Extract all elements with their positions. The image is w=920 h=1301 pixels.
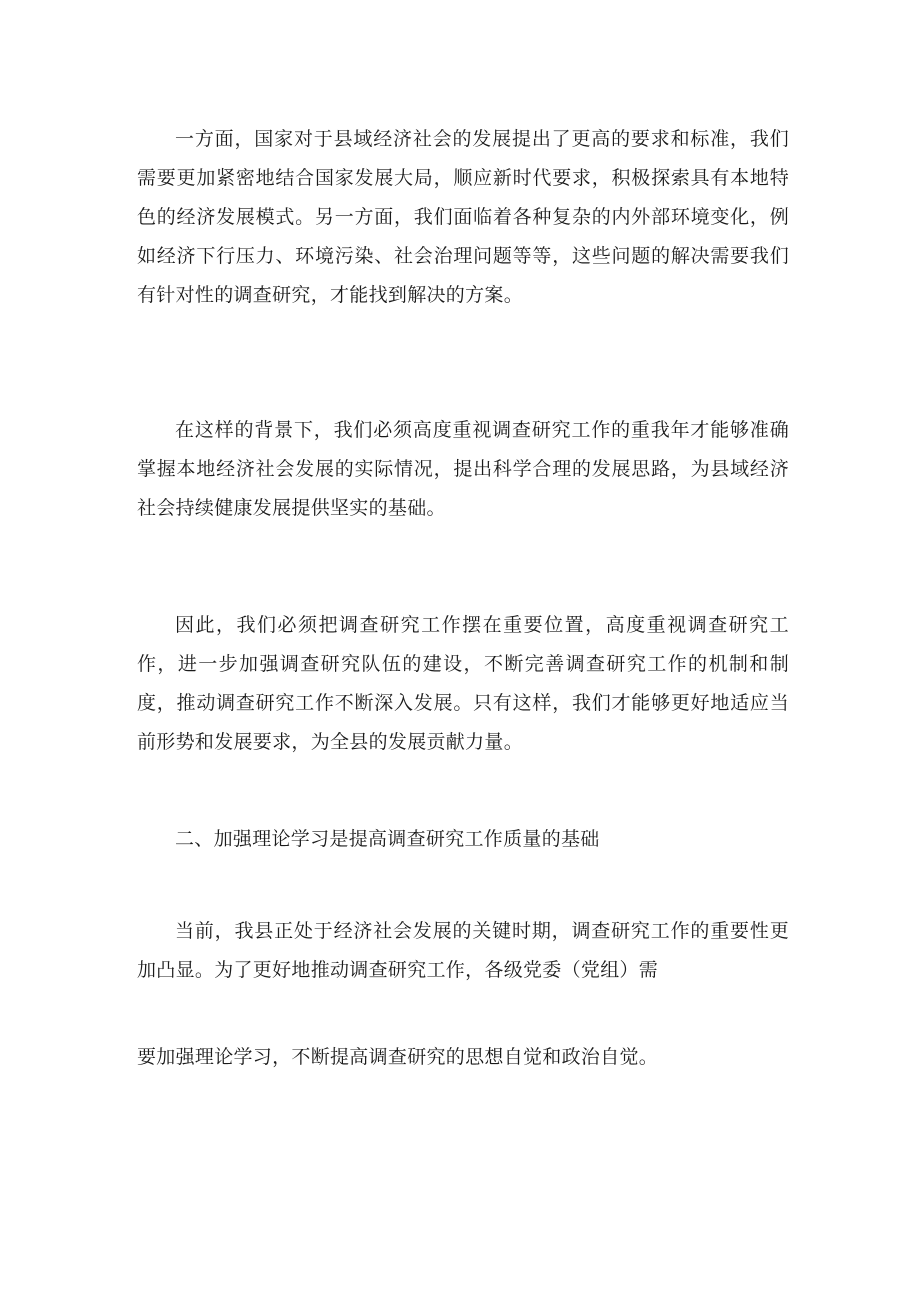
- paragraph-continuation: 要加强理论学习，不断提高调查研究的思想自觉和政治自觉。: [137, 1046, 659, 1068]
- paragraph-background: 在这样的背景下，我们必须高度重视调查研究工作的重我年才能够准确掌握本地经济社会发展的实际情况，提出科学合理的发展思路，为县域经济社会持续健康发展提供坚实的基础。: [137, 419, 789, 519]
- section-heading: 二、加强理论学习是提高调查研究工作质量的基础: [175, 828, 600, 850]
- paragraph-therefore: 因此，我们必须把调查研究工作摆在重要位置，高度重视调查研究工作，进一步加强调查研究队伍的建设，不断完善调查研究工作的机制和制度，推动调查研究工作不断深入发展。只有这样，我们才能够更好地适应当前形势和发展要求，为全县的发展贡献力量。: [137, 614, 789, 753]
- paragraph-current-situation: 当前，我县正处于经济社会发展的关键时期，调查研究工作的重要性更加凸显。为了更好地推动调查研究工作，各级党委（党组）需: [137, 920, 789, 981]
- paragraph-one-hand-other-hand: 一方面，国家对于县域经济社会的发展提出了更高的要求和标准，我们需要更加紧密地结合国家发展大局，顺应新时代要求，积极探索具有本地特色的经济发展模式。另一方面，我们面临着各种复杂的内外部环境变化，例如经济下行压力、环境污染、社会治理问题等等，这些问题的解决需要我们有针对性的调查研究，才能找到解决的方案。: [137, 128, 789, 306]
